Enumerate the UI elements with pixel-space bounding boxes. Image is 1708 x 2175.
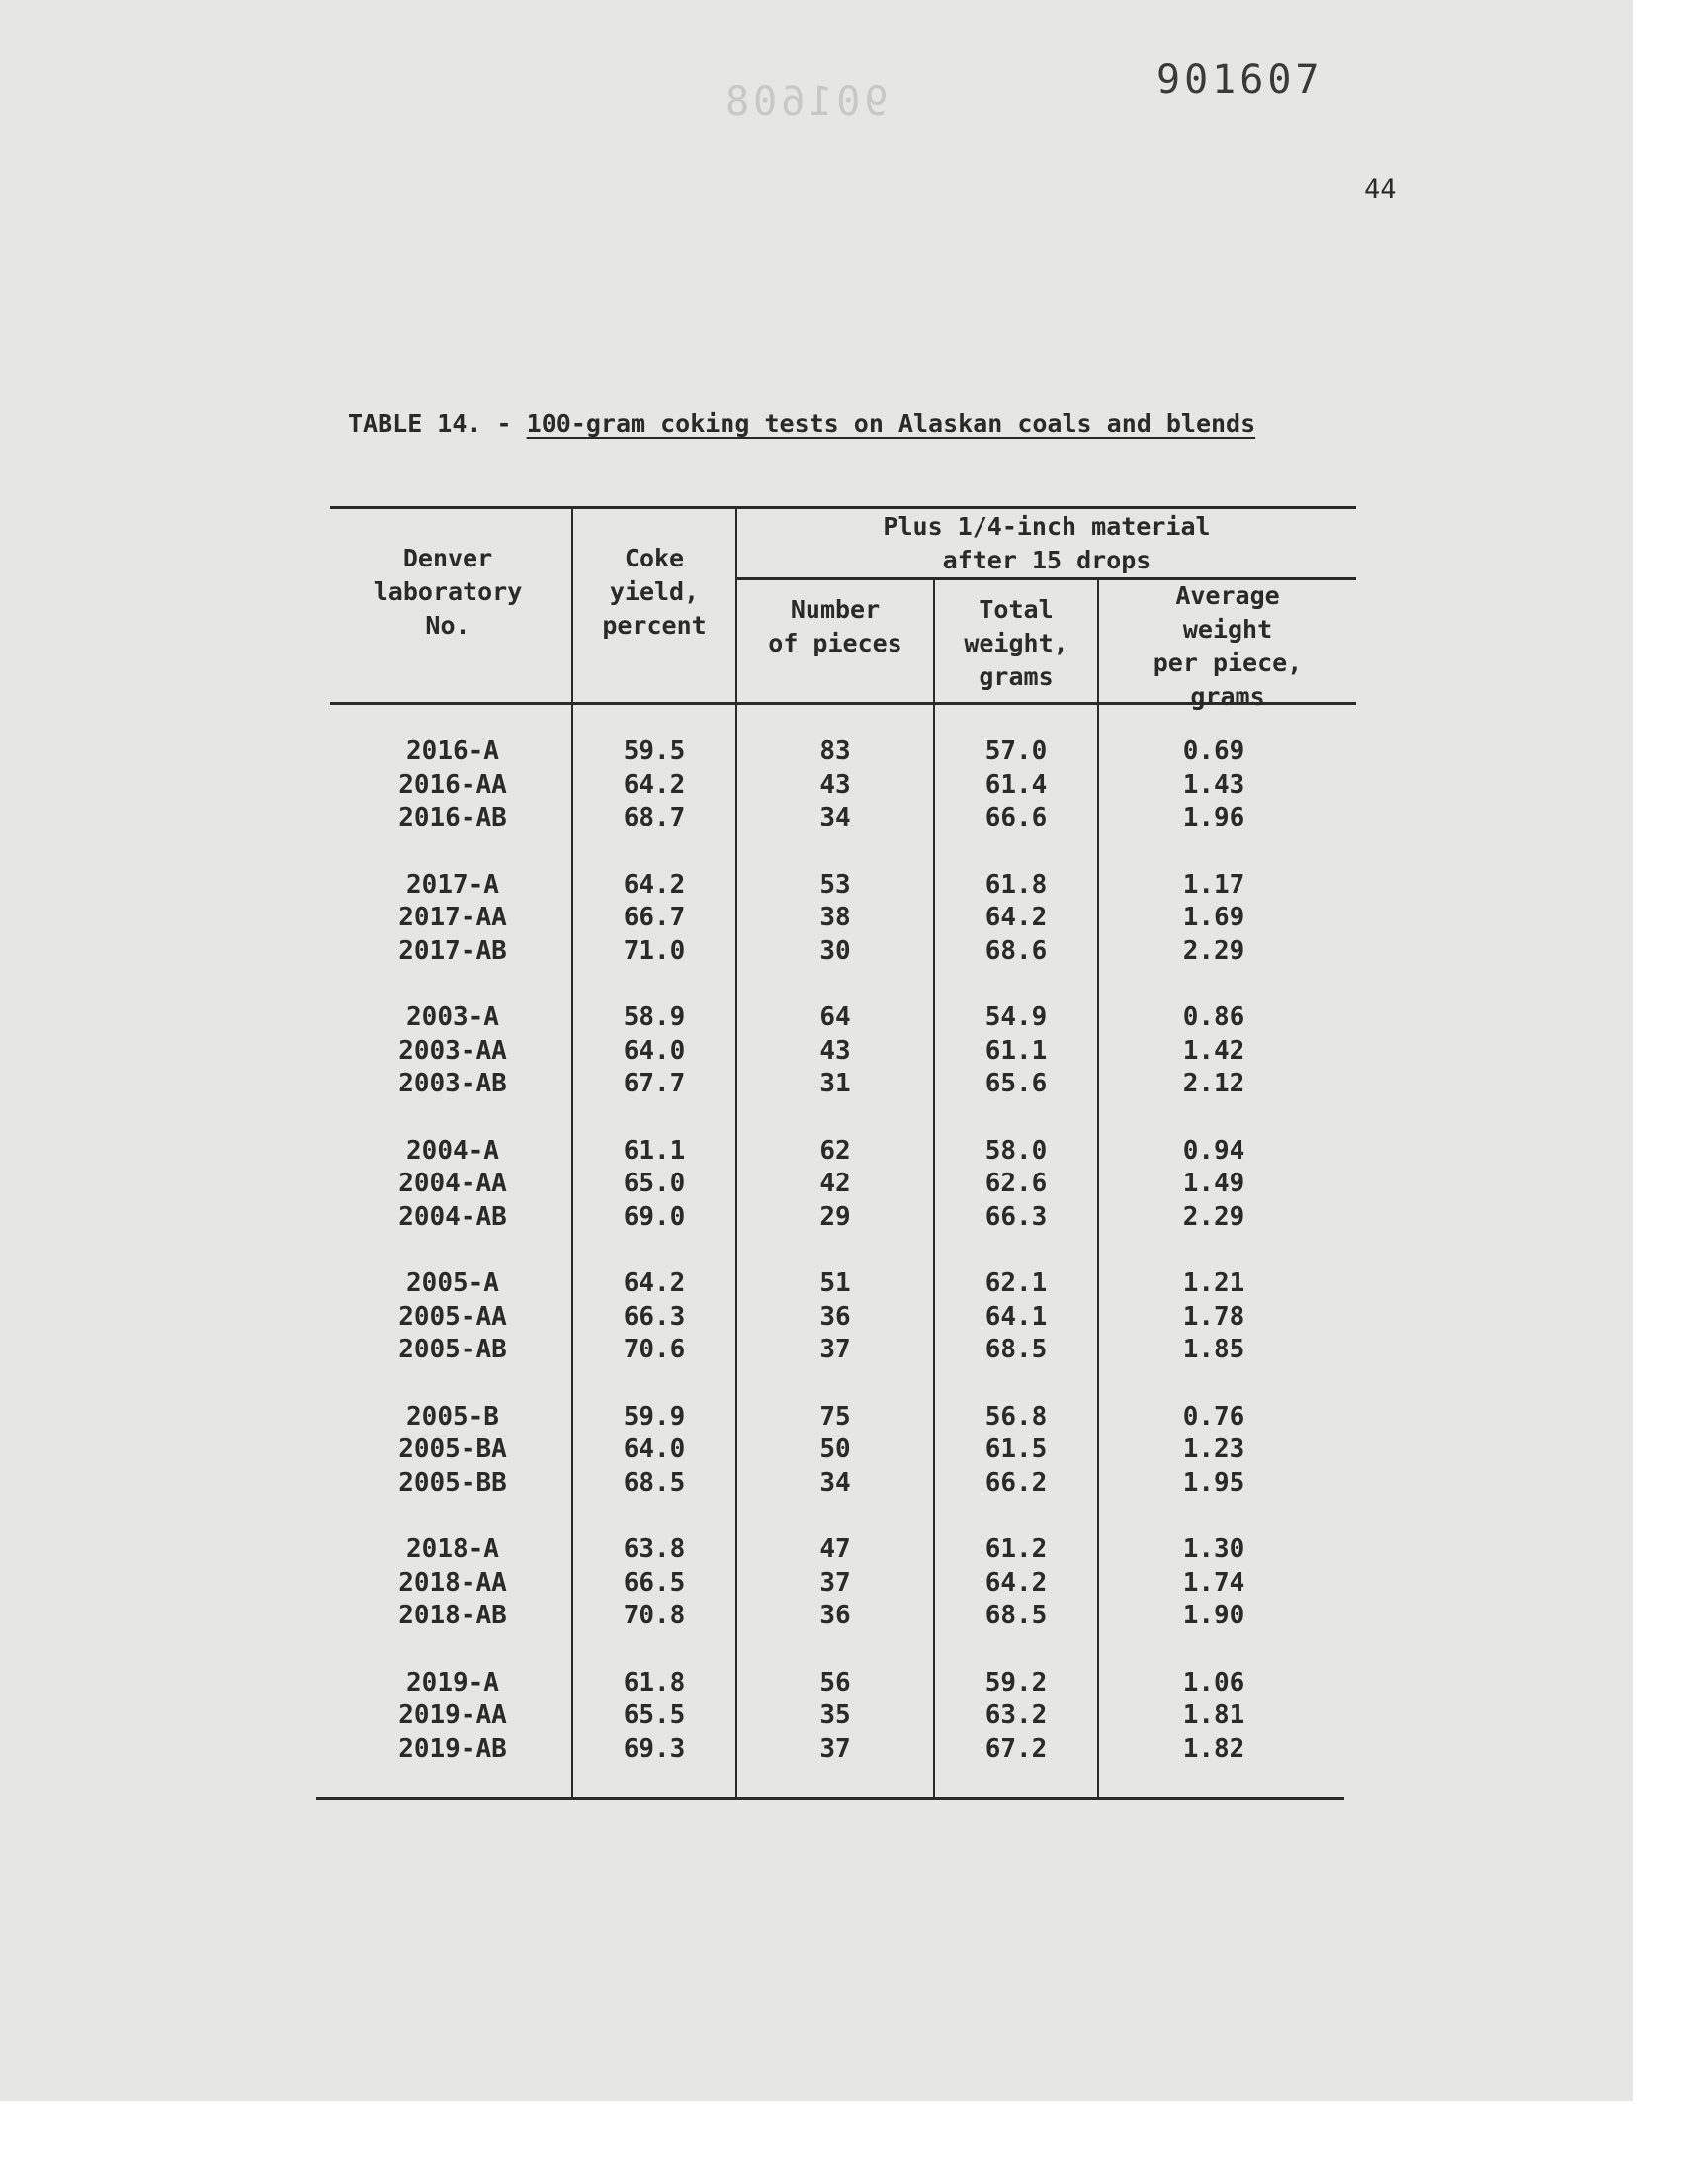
cell-total-weight: 66.6 [984, 803, 1048, 832]
cell-average-weight: 1.23 [1182, 1435, 1245, 1464]
cell-lab-no: 2004-AB [398, 1201, 507, 1232]
cell-lab-no: 2004-A [406, 1135, 499, 1166]
cell-number-pieces: 83 [819, 737, 851, 766]
header-average-weight: Average weight per piece, grams [1153, 581, 1303, 711]
cell-average-weight: 1.17 [1182, 869, 1245, 900]
cell-lab-no: 2005-BA [398, 1435, 507, 1464]
cell-number-pieces: 62 [819, 1135, 851, 1166]
cell-coke-yield: 61.8 [623, 1667, 686, 1697]
cell-coke-yield: 64.2 [623, 1268, 686, 1298]
cell-total-weight: 68.5 [984, 1601, 1048, 1630]
cell-number-pieces: 56 [819, 1667, 851, 1697]
data-table [326, 506, 1356, 1811]
table-label: TABLE 14. - [348, 409, 512, 438]
cell-average-weight: 1.69 [1182, 903, 1245, 932]
cell-number-pieces: 75 [819, 1401, 851, 1432]
cell-total-weight: 61.2 [984, 1534, 1048, 1564]
cell-average-weight: 1.82 [1182, 1733, 1245, 1764]
cell-average-weight: 1.21 [1182, 1268, 1245, 1298]
cell-number-pieces: 36 [819, 1301, 851, 1332]
cell-lab-no: 2017-AA [398, 903, 507, 932]
cell-total-weight: 62.1 [984, 1268, 1048, 1298]
cell-number-pieces: 38 [819, 903, 851, 932]
header-lab-no: Denver laboratory No. [373, 544, 523, 640]
cell-number-pieces: 51 [819, 1268, 851, 1298]
cell-lab-no: 2003-AB [398, 1069, 507, 1098]
cell-lab-no: 2018-AB [398, 1601, 507, 1630]
cell-lab-no: 2016-AB [398, 803, 507, 832]
cell-average-weight: 1.95 [1182, 1467, 1245, 1498]
cell-coke-yield: 70.6 [623, 1335, 686, 1364]
cell-number-pieces: 43 [819, 769, 851, 800]
cell-number-pieces: 35 [819, 1700, 851, 1730]
table-top-rule [330, 506, 1356, 509]
header-plus-quarter-inch: Plus 1/4-inch material after 15 drops [883, 512, 1211, 574]
cell-lab-no: 2003-A [406, 1002, 499, 1032]
cell-number-pieces: 34 [819, 803, 851, 832]
header-number-of-pieces: Number of pieces [768, 595, 902, 657]
cell-total-weight: 64.2 [984, 903, 1048, 932]
cell-total-weight: 61.8 [984, 869, 1048, 900]
table-title-text: 100-gram coking tests on Alaskan coals and blends [526, 409, 1256, 438]
cell-coke-yield: 70.8 [623, 1601, 686, 1630]
cell-average-weight: 1.85 [1182, 1335, 1245, 1364]
cell-coke-yield: 66.5 [623, 1567, 686, 1598]
cell-number-pieces: 37 [819, 1567, 851, 1598]
cell-lab-no: 2017-A [406, 869, 499, 900]
cell-total-weight: 56.8 [984, 1401, 1048, 1432]
cell-total-weight: 68.5 [984, 1335, 1048, 1364]
table-bottom-rule [316, 1797, 1344, 1800]
cell-number-pieces: 50 [819, 1435, 851, 1464]
cell-lab-no: 2005-AA [398, 1301, 507, 1332]
cell-average-weight: 1.96 [1182, 803, 1245, 832]
cell-average-weight: 1.30 [1182, 1534, 1245, 1564]
cell-total-weight: 58.0 [984, 1135, 1048, 1166]
cell-number-pieces: 37 [819, 1335, 851, 1364]
table-title [348, 409, 1255, 438]
cell-coke-yield: 58.9 [623, 1002, 686, 1032]
cell-average-weight: 0.69 [1182, 737, 1245, 766]
cell-number-pieces: 31 [819, 1069, 851, 1098]
cell-lab-no: 2017-AB [398, 935, 507, 966]
cell-average-weight: 2.29 [1182, 935, 1245, 966]
cell-average-weight: 2.29 [1182, 1201, 1245, 1232]
page-number: 44 [1364, 174, 1397, 205]
cell-coke-yield: 64.0 [623, 1435, 686, 1464]
cell-number-pieces: 64 [819, 1002, 851, 1032]
cell-average-weight: 2.12 [1182, 1069, 1245, 1098]
cell-lab-no: 2016-A [406, 737, 499, 766]
cell-total-weight: 68.6 [984, 935, 1048, 966]
cell-coke-yield: 69.3 [623, 1733, 686, 1764]
cell-average-weight: 1.42 [1182, 1035, 1245, 1066]
cell-coke-yield: 68.7 [623, 803, 686, 832]
cell-number-pieces: 42 [819, 1169, 851, 1198]
column-rule-3 [933, 577, 935, 1797]
cell-average-weight: 1.43 [1182, 769, 1245, 800]
cell-coke-yield: 65.5 [623, 1700, 686, 1730]
cell-coke-yield: 63.8 [623, 1534, 686, 1564]
cell-number-pieces: 34 [819, 1467, 851, 1498]
cell-number-pieces: 47 [819, 1534, 851, 1564]
cell-coke-yield: 64.2 [623, 769, 686, 800]
cell-total-weight: 62.6 [984, 1169, 1048, 1198]
cell-coke-yield: 71.0 [623, 935, 686, 966]
cell-total-weight: 63.2 [984, 1700, 1048, 1730]
column-rule-4 [1097, 577, 1099, 1797]
cell-average-weight: 1.78 [1182, 1301, 1245, 1332]
cell-total-weight: 65.6 [984, 1069, 1048, 1098]
cell-average-weight: 1.81 [1182, 1700, 1245, 1730]
cell-coke-yield: 59.9 [623, 1401, 686, 1432]
cell-number-pieces: 37 [819, 1733, 851, 1764]
cell-total-weight: 66.3 [984, 1201, 1048, 1232]
cell-coke-yield: 68.5 [623, 1467, 686, 1498]
cell-lab-no: 2018-A [406, 1534, 499, 1564]
cell-coke-yield: 64.2 [623, 869, 686, 900]
cell-lab-no: 2005-BB [398, 1467, 507, 1498]
cell-average-weight: 1.90 [1182, 1601, 1245, 1630]
cell-coke-yield: 66.3 [623, 1301, 686, 1332]
cell-lab-no: 2019-AA [398, 1700, 507, 1730]
serial-number: 901607 [1156, 57, 1324, 103]
cell-average-weight: 1.06 [1182, 1667, 1245, 1697]
cell-coke-yield: 67.7 [623, 1069, 686, 1098]
cell-number-pieces: 53 [819, 869, 851, 900]
cell-total-weight: 66.2 [984, 1467, 1048, 1498]
cell-lab-no: 2003-AA [398, 1035, 507, 1066]
cell-number-pieces: 36 [819, 1601, 851, 1630]
cell-average-weight: 1.74 [1182, 1567, 1245, 1598]
cell-total-weight: 54.9 [984, 1002, 1048, 1032]
cell-coke-yield: 65.0 [623, 1169, 686, 1198]
cell-number-pieces: 43 [819, 1035, 851, 1066]
header-coke-yield: Coke yield, percent [602, 544, 707, 640]
cell-total-weight: 61.4 [984, 769, 1048, 800]
cell-number-pieces: 30 [819, 935, 851, 966]
cell-average-weight: 0.94 [1182, 1135, 1245, 1166]
header-total-weight: Total weight, grams [964, 595, 1068, 691]
cell-lab-no: 2018-AA [398, 1567, 507, 1598]
cell-lab-no: 2019-A [406, 1667, 499, 1697]
cell-total-weight: 64.1 [984, 1301, 1048, 1332]
cell-coke-yield: 66.7 [623, 903, 686, 932]
cell-coke-yield: 69.0 [623, 1201, 686, 1232]
cell-coke-yield: 61.1 [623, 1135, 686, 1166]
cell-lab-no: 2004-AA [398, 1169, 507, 1198]
cell-coke-yield: 64.0 [623, 1035, 686, 1066]
column-rule-2 [735, 506, 737, 1797]
ghost-serial-number: 901608 [722, 79, 889, 125]
cell-total-weight: 57.0 [984, 737, 1048, 766]
cell-lab-no: 2005-A [406, 1268, 499, 1298]
cell-lab-no: 2005-B [406, 1401, 499, 1432]
cell-average-weight: 0.76 [1182, 1401, 1245, 1432]
cell-number-pieces: 29 [819, 1201, 851, 1232]
column-rule-1 [571, 506, 573, 1797]
cell-total-weight: 61.5 [984, 1435, 1048, 1464]
cell-total-weight: 67.2 [984, 1733, 1048, 1764]
cell-total-weight: 59.2 [984, 1667, 1048, 1697]
cell-total-weight: 64.2 [984, 1567, 1048, 1598]
cell-lab-no: 2019-AB [398, 1733, 507, 1764]
cell-total-weight: 61.1 [984, 1035, 1048, 1066]
cell-average-weight: 1.49 [1182, 1169, 1245, 1198]
cell-average-weight: 0.86 [1182, 1002, 1245, 1032]
cell-lab-no: 2016-AA [398, 769, 507, 800]
cell-lab-no: 2005-AB [398, 1335, 507, 1364]
cell-coke-yield: 59.5 [623, 737, 686, 766]
